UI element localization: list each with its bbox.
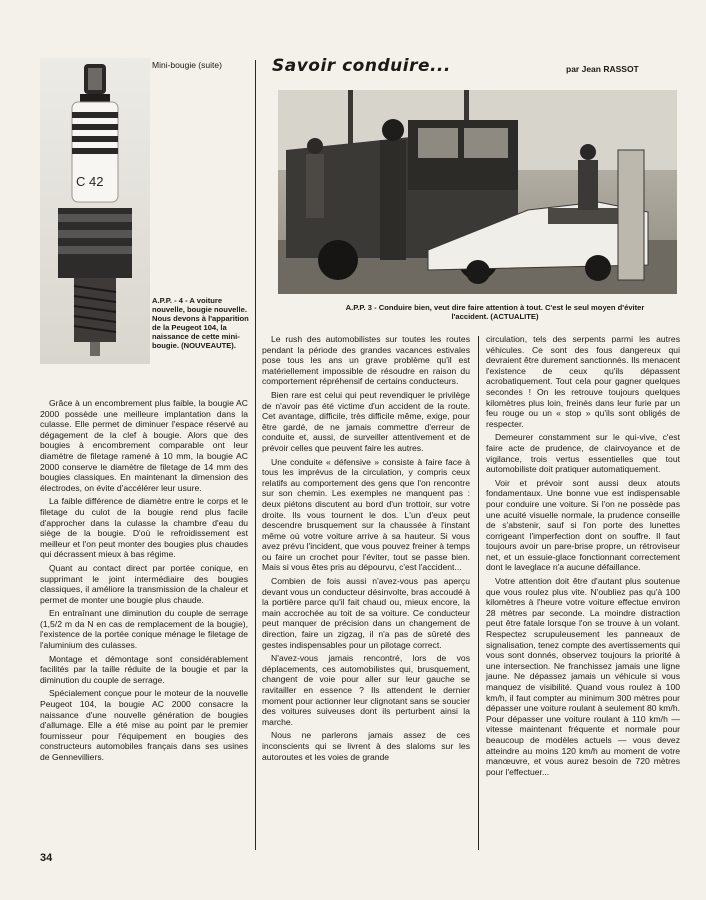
middle-paragraph: Combien de fois aussi n'avez-vous pas aperçu devant vous un conducteur désinvolte, bras accoudé à la portière parce qu'il fait chaud ou, mieux encore, la main accrochée au toit de sa voiture. Ce conducteur peut manquer de précision dans un changement de direction, faire un zigzag, il n'a pas de sûreté des gestes indispensables pour un pilotage correct. — [262, 576, 470, 650]
caption-spark-plug: A.P.P. - 4 - A voiture nouvelle, bougie nouvelle. Nous devons à l'apparition de la Peugeot 104, la naissance de cette mini-bougie. (NOUVEAUTE). — [152, 296, 249, 350]
section-label: Mini-bougie (suite) — [152, 60, 222, 70]
left-column — [40, 398, 248, 766]
middle-paragraph: Nous ne parlerons jamais assez de ces inconscients qui se livrent à des slaloms sur les autoroutes et les voies de grande — [262, 730, 470, 762]
traffic-scene-illustration — [278, 90, 677, 294]
article-title: Savoir conduire... — [272, 56, 451, 76]
right-column — [486, 334, 680, 780]
left-paragraph: En entraînant une diminution du couple de serrage (1,5/2 m da N en cas de remplacement de la bougie), l'existence de la portée conique ménage le filetage de l'aluminium des culasses. — [40, 608, 248, 651]
left-paragraph: Grâce à un encombrement plus faible, la bougie AC 2000 possède une meilleure implantation dans la culasse. Elle permet de diminuer l'espace réservé au dégagement de la clef à bougie. Alors que des bougies à encombrement comparable ont leur diamètre de filetage ramené à 10 mm, la bougie AC 2000 conserve le diamètre de filetage de 14 mm des bougies classiques. En maintenant la dimension des électrodes, on évite d'accélérer leur usure. — [40, 398, 248, 493]
right-paragraph: Voir et prévoir sont aussi deux atouts fondamentaux. Une bonne vue est indispensable pour conduire une voiture. Si l'on ne possède pas une acuité visuelle normale, la prudence conseille de s'abstenir, sauf si l'on porte des lunettes corrigeant l'imperfection dont on souffre. Il faut toujours avoir un pare-brise propre, un rétroviseur net, et un essuie-glace fonctionnant correctement dont le laveglace n'a aucune défaillance. — [486, 477, 680, 573]
right-paragraph: Demeurer constamment sur le qui-vive, c'est faire acte de prudence, de clairvoyance et de vigilance, trois vertus essentielles que tout automobiliste doit pratiquer automatiquement. — [486, 432, 680, 475]
page-number: 34 — [40, 852, 53, 864]
article-byline: par Jean RASSOT — [566, 64, 639, 74]
right-paragraph: Votre attention doit être d'autant plus soutenue que vous roulez plus vite. N'oubliez pas qu'à 100 kilomètres à l'heure votre voiture effectue environ 28 mètres par seconde. La moindre distraction peut être fatale lorsque l'on se trouve à un volant. Respectez scrupuleusement les panneaux de signalisation, tenez compte des avertissements qui vous sont donnés, observez toujours la priorité à une intersection. Ne franchissez jamais une ligne jaune. Ne dépassez jamais un véhicule si vous manquez de visibilité. Quand vous roulez à 100 km/h, il faut compter au minimum 300 mètres pour dépasser une voiture roulant à seulement 80 km/h. Pour dépasser une voiture roulant à 110 km/h — vitesse maintenant fréquente et normale pour beaucoup de modèles actuels — vous devez atteindre au moins 120 km/h au moment de votre manœuvre, et vous aurez besoin de 720 mètres pour l'effectuer... — [486, 576, 680, 777]
middle-paragraph: Le rush des automobilistes sur toutes les routes pendant la période des grandes vacances estivales pose tous les ans un grave problème qu'il est matériellement impossible de résoudre en raison du comportement répréhensif de certains conducteurs. — [262, 334, 470, 387]
middle-paragraph: Bien rare est celui qui peut revendiquer le privilège de n'avoir pas été victime d'un accident de la route. Cet avantage, difficile, très difficile même, exige, pour être gardé, de ne jamais commettre d'erreur de conduite et, aussi, de surveiller attentivement et de prévoir celles que peuvent faire les autres. — [262, 389, 470, 453]
column-divider-left — [255, 60, 256, 850]
spark-plug-illustration — [40, 58, 150, 364]
middle-column — [262, 334, 470, 765]
column-divider-right — [478, 336, 479, 850]
left-paragraph: Montage et démontage sont considérablement facilités par la taille réduite de la bougie et par la diminution du couple de serrage. — [40, 653, 248, 685]
plug-marking: C 42 — [76, 174, 104, 189]
middle-paragraph: N'avez-vous jamais rencontré, lors de vos déplacements, ces automobilistes qui, brusquement, changent de voie pour aller sur leur gauche se ravitailler en essence ? Ils attendent le dernier moment pour actionner leur clignotant sans se soucier des voitures suiveuses dont ils perturbent ainsi la marche. — [262, 653, 470, 727]
spark-plug-photo — [40, 58, 150, 364]
left-paragraph: La faible différence de diamètre entre le corps et le filetage du culot de la bougie rend plus facile d'approcher dans la culasse la chambre d'eau du siège de la bougie. D'où le refroidissement est meilleur et l'on peut monter des bougies plus chaudes qui décrassent mieux à bas régime. — [40, 496, 248, 560]
left-paragraph: Quant au contact direct par portée conique, en supprimant le joint intermédiaire des bougies classiques, il améliore la transmission de la chaleur et permet de monter une bougie plus chaude. — [40, 562, 248, 605]
middle-paragraph: Une conduite « défensive » consiste à faire face à tous les imprévus de la circulation, y compris ceux relatifs au comportement des gens que l'on rencontre sur son chemin. Les exemples ne manquent pas : deux piétons discutent au bord d'un trottoir, sur votre droite. Ils vous tournent le dos. L'un d'eux peut descendre brusquement sur la chaussée à l'instant même où votre voiture arrive à sa hauteur. Si vous avez prévu l'incident, que vous pouvez freiner à temps ou faire un crochet pour l'éviter, tout se passe bien. Mais si vous êtes pris au dépourvu, c'est l'accident... — [262, 456, 470, 573]
left-paragraph: Spécialement conçue pour le moteur de la nouvelle Peugeot 104, la bougie AC 2000 consacre la naissance d'une nouvelle génération de bougies d'allumage. Elle a été mise au point par le premier fournisseur pour l'équipement en bougies des constructeurs automobiles français dans ses usines de Gennevilliers. — [40, 688, 248, 762]
main-photo — [278, 90, 677, 294]
caption-main-photo: A.P.P. 3 - Conduire bien, veut dire faire attention à tout. C'est le seul moyen d'éviter l'accident. (ACTUALITE) — [345, 303, 645, 321]
right-paragraph: circulation, tels des serpents parmi les autres véhicules. Ce sont des fous dangereux qui devraient être durement sanctionnés. Ils menacent l'existence de ceux qu'ils dépassent acrobatiquement. Tout cela pour gagner quelques secondes ! On les retrouve toujours quelques kilomètres plus loin, freinés dans leur furie par un feu rouge ou un « stop » qu'ils sont obligés de respecter. — [486, 334, 680, 429]
